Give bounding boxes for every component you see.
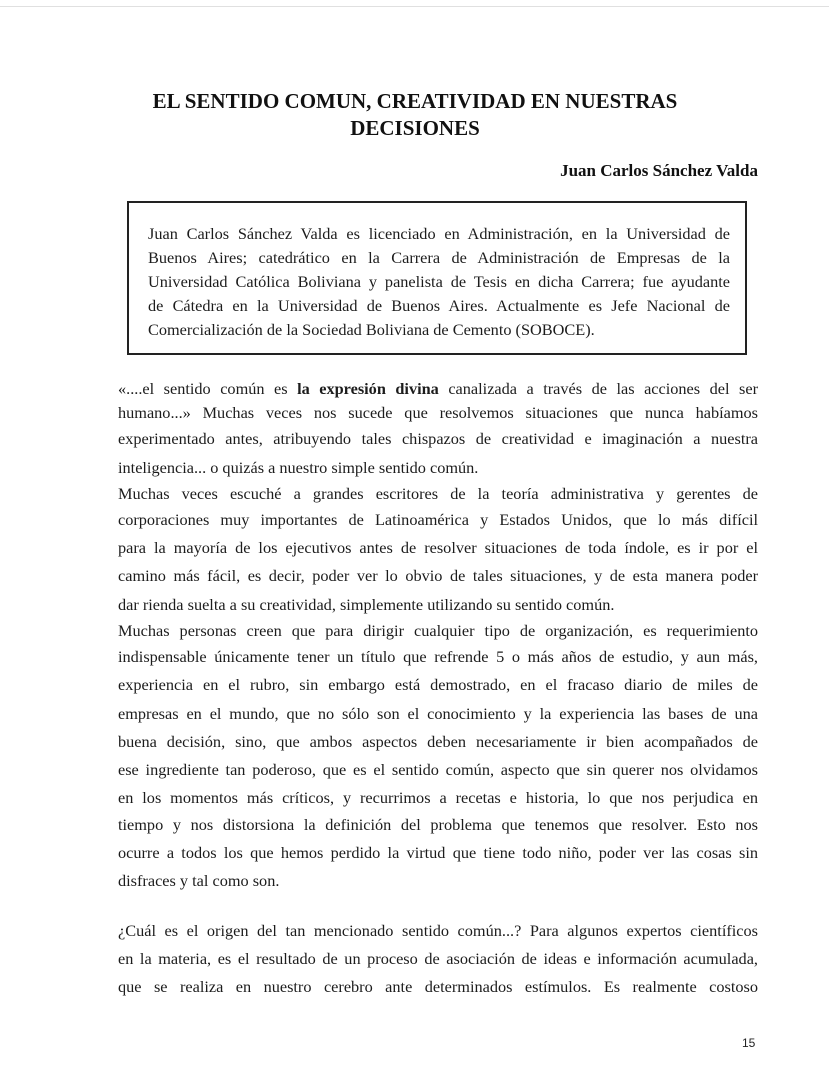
title-line-2: DECISIONES xyxy=(350,116,480,140)
paragraph-3-line: buena decisión, sino, que ambos aspectos deben necesariamente ir bien acompañados de xyxy=(118,732,758,751)
paragraph-3-line: ese ingrediente tan poderoso, que es el sentido común, aspecto que sin querer nos olvidamos xyxy=(118,760,758,779)
quote-continuation: canalizada a través de las acciones del ser xyxy=(438,379,758,398)
author-name: Juan Carlos Sánchez Valda xyxy=(560,161,758,180)
paragraph-1-line: humano...» Muchas veces nos sucede que resolvemos situaciones que nunca habíamos xyxy=(118,403,758,422)
paragraph-4-line: que se realiza en nuestro cerebro ante determinados estímulos. Es realmente costoso xyxy=(118,977,758,996)
paragraph-2-line: dar rienda suelta a su creatividad, simplemente utilizando su sentido común. xyxy=(118,595,615,614)
paragraph-1-line: experimentado antes, atribuyendo tales chispazos de creatividad e imaginación a nuestra xyxy=(118,429,758,448)
paragraph-3-line: experiencia en el rubro, sin embargo está demostrado, en el fracaso diario de miles de xyxy=(118,675,758,694)
paragraph-3-line: indispensable únicamente tener un título que refrende 5 o más años de estudio, y aun más, xyxy=(118,647,758,666)
bio-line: Buenos Aires; catedrático en la Carrera de Administración de Empresas de la xyxy=(148,248,730,267)
title-line-1: EL SENTIDO COMUN, CREATIVIDAD EN NUESTRAS xyxy=(152,89,678,113)
paragraph-4-line: en la materia, es el resultado de un proceso de asociación de ideas e información acumulada, xyxy=(118,949,758,968)
top-rule xyxy=(0,6,829,7)
paragraph-3-line: en los momentos más críticos, y recurrimos a recetas e historia, lo que nos perjudica en xyxy=(118,788,758,807)
paragraph-4-line: ¿Cuál es el origen del tan mencionado sentido común...? Para algunos expertos científicos xyxy=(118,921,758,940)
article-title xyxy=(120,88,710,142)
bio-line: Juan Carlos Sánchez Valda es licenciado en Administración, en la Universidad de xyxy=(148,224,730,243)
quote-start: «....el sentido común es xyxy=(118,379,298,398)
paragraph-2-line: camino más fácil, es decir, poder ver lo obvio de tales situaciones, y de esta manera poder xyxy=(118,566,758,585)
paragraph-1-line xyxy=(118,377,758,401)
paragraph-1-line: inteligencia... o quizás a nuestro simple sentido común. xyxy=(118,458,479,477)
emphasis-text: la expresión divina xyxy=(297,379,439,398)
author-bio-box xyxy=(127,201,747,355)
paragraph-2-line: para la mayoría de los ejecutivos antes de resolver situaciones de toda índole, es ir por el xyxy=(118,538,758,557)
paragraph-3-line: tiempo y nos distorsiona la definición del problema que tenemos que resolver. Esto nos xyxy=(118,815,758,834)
bio-line: Comercialización de la Sociedad Boliviana de Cemento (SOBOCE). xyxy=(148,320,595,339)
bio-line: Universidad Católica Boliviana y panelista de Tesis en dicha Carrera; fue ayudante xyxy=(148,272,730,291)
paragraph-3-line: ocurre a todos los que hemos perdido la virtud que tiene todo niño, poder ver las cosas sin xyxy=(118,843,758,862)
bio-line: de Cátedra en la Universidad de Buenos Aires. Actualmente es Jefe Nacional de xyxy=(148,296,730,315)
paragraph-3-line: Muchas personas creen que para dirigir cualquier tipo de organización, es requerimiento xyxy=(118,621,758,640)
paragraph-3-line: disfraces y tal como son. xyxy=(118,871,280,890)
paragraph-2-line: corporaciones muy importantes de Latinoamérica y Estados Unidos, que lo más difícil xyxy=(118,510,758,529)
paragraph-3-line: empresas en el mundo, que no sólo son el conocimiento y la experiencia las bases de una xyxy=(118,704,758,723)
page-number: 15 xyxy=(742,1036,756,1050)
paragraph-2-line: Muchas veces escuché a grandes escritores de la teoría administrativa y gerentes de xyxy=(118,484,758,503)
